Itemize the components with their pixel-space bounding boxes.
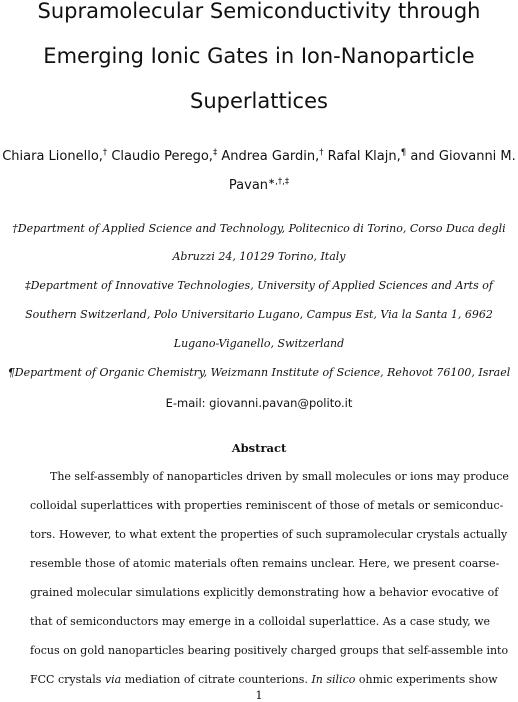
affiliation-2-line-2: Southern Switzerland, Polo Universitario Lugano, Campus Est, Via la Santa 1, 6962	[25, 308, 493, 321]
author-affiliation-mark: ¶	[400, 148, 407, 158]
author-name: Claudio Perego,	[111, 149, 213, 164]
paper-title-line-3: Superlattices	[190, 89, 328, 113]
abstract-line	[30, 673, 498, 687]
abstract-line: grained molecular simulations explicitly demonstrating how a behavior evocative of	[30, 586, 499, 599]
affiliation-3-line-1: ¶Department of Organic Chemistry, Weizmann Institute of Science, Rehovot 76100, Israel	[7, 366, 511, 379]
affiliation-1-line-1: †Department of Applied Science and Technology, Politecnico di Torino, Corso Duca degli	[12, 222, 506, 235]
abstract-line: tors. However, to what extent the properties of such supramolecular crystals actually	[30, 528, 508, 541]
contact-email: E-mail: giovanni.pavan@polito.it	[165, 396, 353, 410]
abstract-italic-text: In silico	[311, 673, 356, 686]
author-list-line-2	[0, 178, 518, 194]
abstract-text: mediation of citrate counterions.	[124, 673, 308, 686]
abstract-line: resemble those of atomic materials often remains unclear. Here, we present coarse-	[30, 557, 500, 570]
author-name: Chiara Lionello,	[2, 149, 103, 164]
affiliation-1-line-2: Abruzzi 24, 10129 Torino, Italy	[172, 250, 346, 263]
abstract-line: The self-assembly of nanoparticles driven by small molecules or ions may produce	[50, 470, 509, 483]
author-name: and Giovanni M.	[410, 149, 516, 164]
author-name: Rafal Klajn,	[327, 149, 401, 164]
affiliation-2-line-3: Lugano-Viganello, Switzerland	[173, 337, 345, 350]
page-number: 1	[255, 688, 263, 702]
abstract-heading: Abstract	[231, 441, 287, 455]
author-affiliation-mark: ∗,†,‡	[268, 177, 290, 187]
paper-title-line-1: Supramolecular Semiconductivity through	[37, 0, 481, 23]
affiliation-2-line-1: ‡Department of Innovative Technologies, University of Applied Sciences and Arts of	[25, 279, 493, 292]
author-name: Andrea Gardin,	[221, 149, 320, 164]
abstract-line: colloidal superlattices with properties reminiscent of those of metals or semiconduc-	[30, 499, 504, 512]
abstract-line: that of semiconductors may emerge in a colloidal superlattice. As a case study, we	[30, 615, 491, 628]
paper-title-line-2: Emerging Ionic Gates in Ion-Nanoparticle	[43, 44, 475, 68]
abstract-line: focus on gold nanoparticles bearing positively charged groups that self-assemble into	[30, 644, 509, 657]
abstract-text: FCC crystals	[30, 673, 102, 686]
author-affiliation-mark: †	[102, 148, 108, 158]
abstract-italic-text: via	[104, 673, 122, 686]
author-list-line-1	[0, 149, 518, 165]
author-affiliation-mark: ‡	[212, 148, 218, 158]
author-name: Pavan	[228, 178, 269, 193]
author-affiliation-mark: †	[319, 148, 324, 158]
abstract-text: ohmic experiments show	[358, 673, 498, 686]
